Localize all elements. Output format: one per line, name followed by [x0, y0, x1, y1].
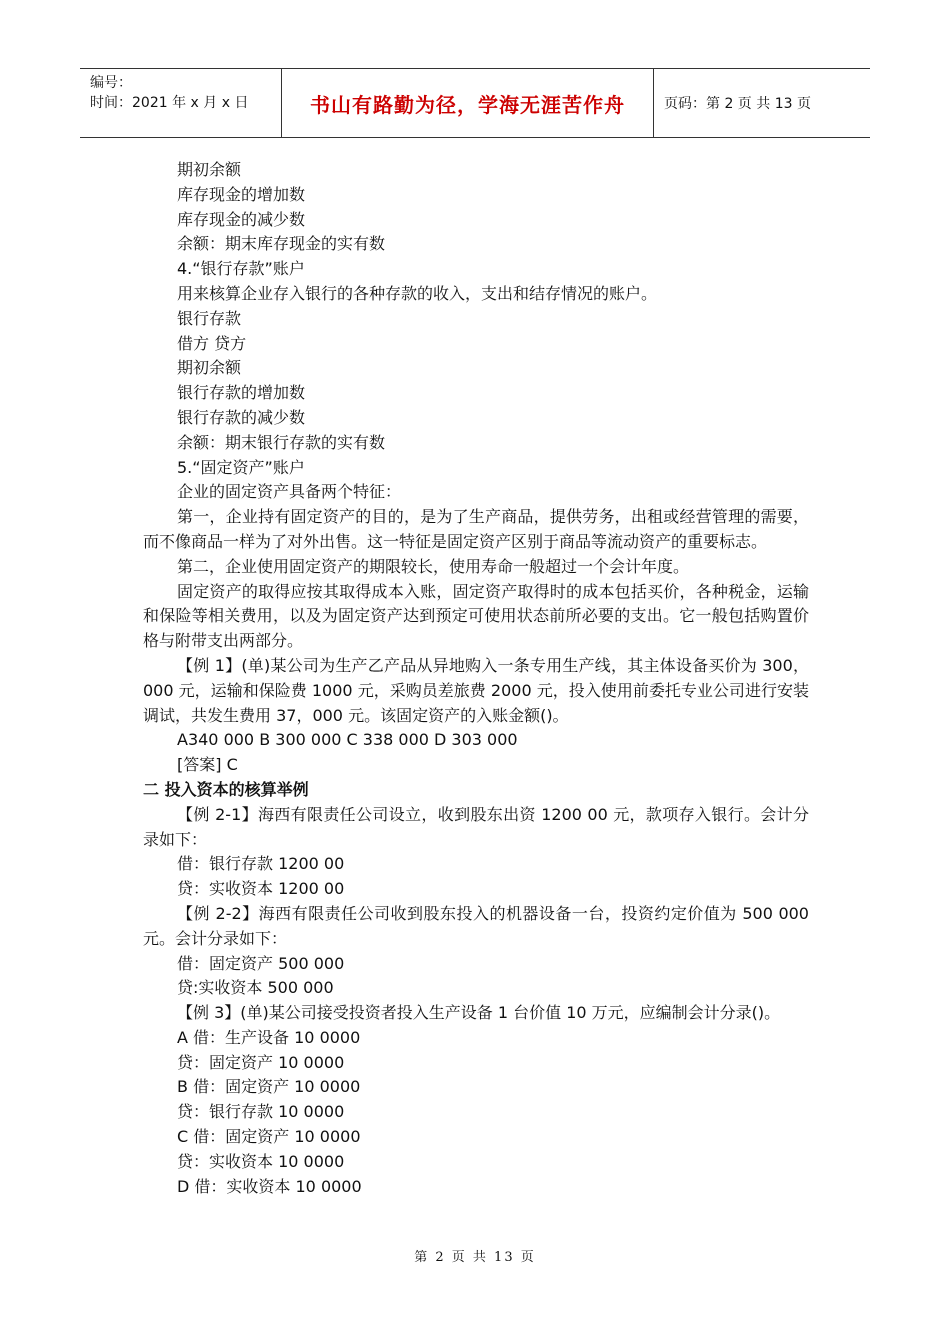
document-body [143, 158, 809, 1199]
body-line: 借：固定资产 500 000 [177, 953, 345, 973]
body-line: [答案] C [177, 755, 238, 775]
body-line: 贷：实收资本 1200 00 [177, 879, 345, 899]
body-line: 企业的固定资产具备两个特征： [177, 482, 402, 502]
body-line: 期初余额 [177, 358, 242, 378]
header-page-cell [654, 69, 870, 137]
document-number-label: 编号： [90, 75, 132, 91]
body-line: 借：银行存款 1200 00 [177, 854, 345, 874]
body-line: 库存现金的减少数 [177, 209, 306, 229]
body-line: 用来核算企业存入银行的各种存款的收入，支出和结存情况的账户。 [177, 283, 658, 303]
page-footer [0, 1246, 950, 1265]
body-line: 【例 2-1】海西有限责任公司设立，收到股东出资 1200 00 元，款项存入银行。会计分录如下： [143, 804, 809, 849]
body-line: A340 000 B 300 000 C 338 000 D 303 000 [177, 730, 518, 750]
body-line: 【例 3】(单)某公司接受投资者投入生产设备 1 台价值 10 万元，应编制会计分录()。 [177, 1003, 781, 1023]
body-line: C 借：固定资产 10 0000 [177, 1127, 361, 1147]
page-header [80, 68, 870, 138]
body-line: 贷:实收资本 500 000 [177, 978, 334, 998]
body-line: 库存现金的增加数 [177, 184, 306, 204]
body-line: 银行存款的减少数 [177, 407, 306, 427]
body-line: 贷：实收资本 10 0000 [177, 1151, 345, 1171]
body-line: 第二，企业使用固定资产的期限较长，使用寿命一般超过一个会计年度。 [177, 556, 690, 576]
body-line: 4.“银行存款”账户 [177, 259, 305, 279]
body-line: 期初余额 [177, 160, 242, 179]
body-line: 5.“固定资产”账户 [177, 457, 305, 477]
body-line: 【例 2-2】海西有限责任公司收到股东投入的机器设备一台，投资约定价值为 500 000 元。会计分录如下： [143, 903, 809, 948]
body-line: 银行存款的增加数 [177, 383, 306, 403]
body-line: 借方 贷方 [177, 333, 247, 353]
body-line: 第一，企业持有固定资产的目的，是为了生产商品，提供劳务，出租或经营管理的需要，而不像商品一样为了对外出售。这一特征是固定资产区别于商品等流动资产的重要标志。 [143, 507, 809, 551]
document-date: 时间：2021 年 x 月 x 日 [90, 95, 249, 111]
header-meta [80, 69, 282, 137]
body-line: 贷：固定资产 10 0000 [177, 1052, 345, 1072]
header-page-info: 页码：第 2 页 共 13 页 [664, 96, 811, 112]
body-line: 贷：银行存款 10 0000 [177, 1102, 345, 1122]
header-motto: 书山有路勤为径，学海无涯苦作舟 [310, 92, 625, 117]
body-line: 银行存款 [177, 308, 242, 328]
body-line: A 借：生产设备 10 0000 [177, 1027, 361, 1047]
footer-page-number: 第 2 页 共 13 页 [414, 1250, 536, 1265]
body-line: B 借：固定资产 10 0000 [177, 1077, 361, 1097]
body-line: D 借：实收资本 10 0000 [177, 1176, 362, 1196]
section-heading: 二 投入资本的核算举例 [143, 779, 309, 799]
body-line: 【例 1】(单)某公司为生产乙产品从异地购入一条专用生产线，其主体设备买价为 300，000 元，运输和保险费 1000 元，采购员差旅费 2000 元，投入使用前委托专业公司进行安装调试，共发生费用 37，000 元。该固定资产的入账金额()。 [143, 655, 809, 725]
header-motto-cell [282, 69, 654, 137]
body-line: 固定资产的取得应按其取得成本入账，固定资产取得时的成本包括买价，各种税金，运输和保险等相关费用，以及为固定资产达到预定可使用状态前所必要的支出。它一般包括购置价格与附带支出两部分。 [143, 581, 809, 651]
body-line: 余额：期末库存现金的实有数 [177, 234, 386, 254]
body-line: 余额：期末银行存款的实有数 [177, 432, 386, 452]
